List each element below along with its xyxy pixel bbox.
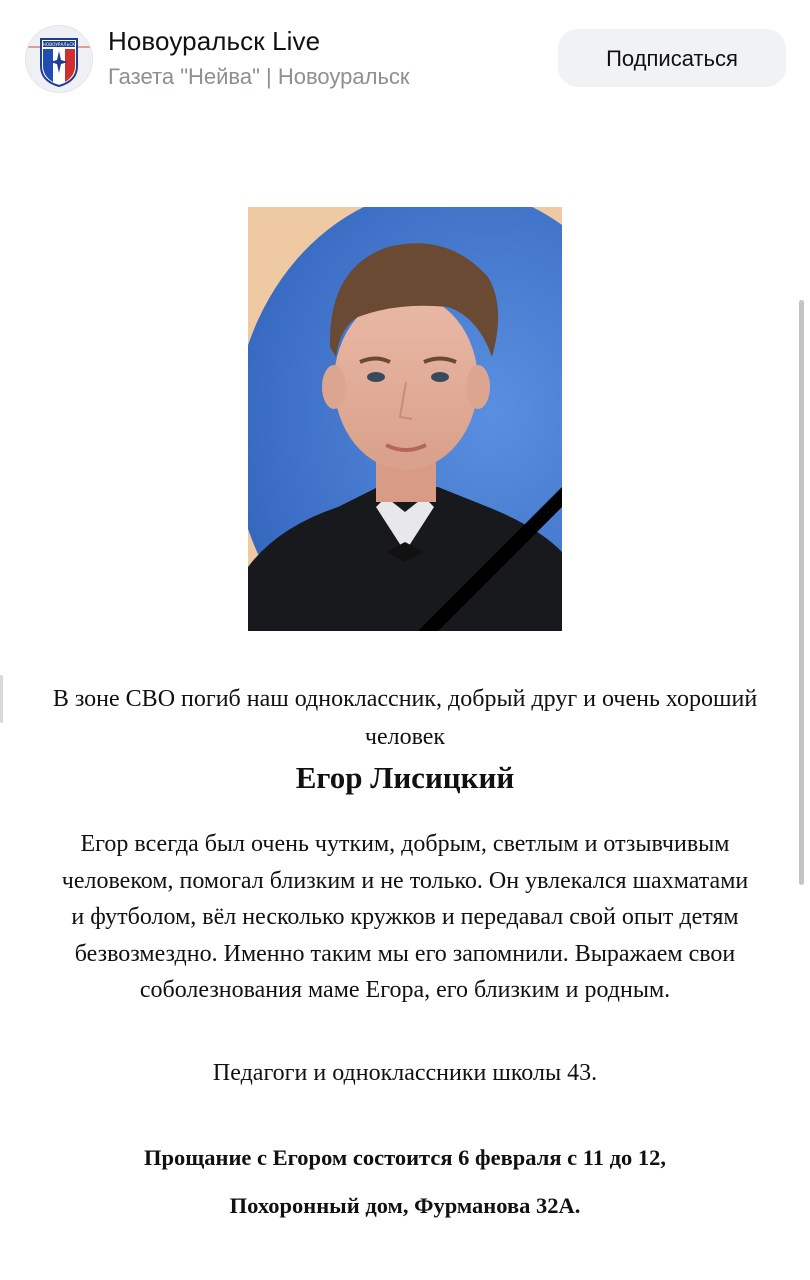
side-handle [0,675,3,723]
post-lead: В зоне СВО погиб наш одноклассник, добрый друг и очень хороший человек [52,686,758,750]
scrollbar[interactable] [799,300,804,885]
channel-subtitle: Газета "Нейва" | Новоуральск [108,64,410,89]
post-signature: Педагоги и одноклассники школы 43. [212,1060,598,1086]
channel-avatar[interactable] [25,25,93,93]
farewell-info: Прощание с Егором состоится 6 февраля с 11 до 12, [143,1145,666,1170]
memorial-photo [248,207,562,631]
channel-name[interactable]: Новоуральск Live [108,26,321,56]
post-body: Егор всегда был очень чутким, добрым, светлым и отзывчивым человеком, помогал близким и не только. Он увлекался шахматами и футболом, вёл несколько кружков и передавал свой опыт детям безвозмездно. Именно таким мы его запомнили. Выражаем свои соболезнования маме Егора, его близким и родным. [61,831,749,1003]
avatar-logo-text: НОВОУРАЛЬСК [42,42,76,47]
channel-header [0,0,810,120]
deceased-name: Егор Лисицкий [295,760,515,795]
farewell-address: Похоронный дом, Фурманова 32А. [229,1193,581,1218]
subscribe-button[interactable]: Подписаться [558,29,786,87]
